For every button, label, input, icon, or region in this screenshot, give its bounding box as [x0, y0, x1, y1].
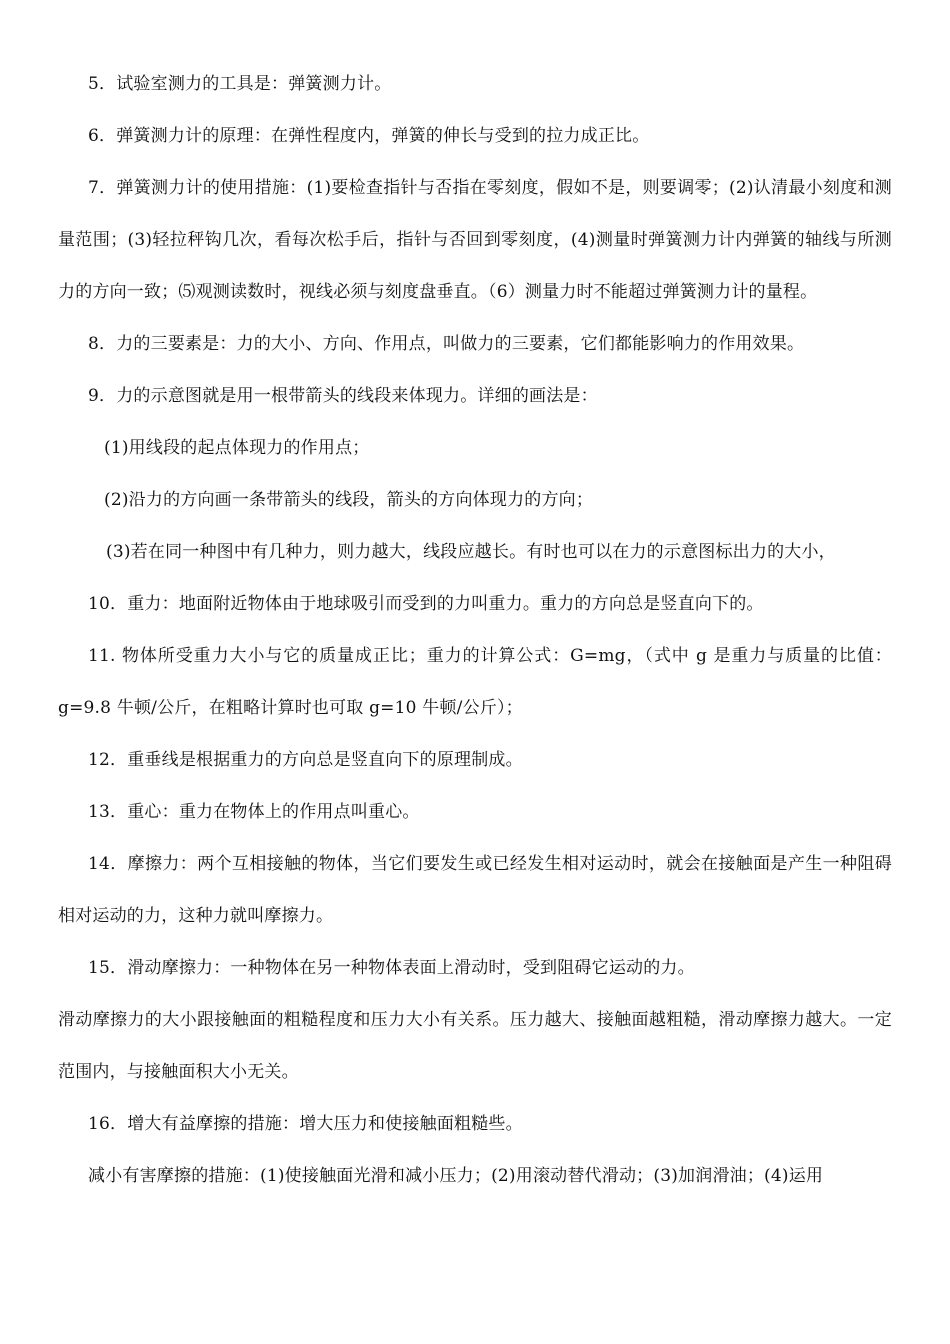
- paragraph-item-6: 6．弹簧测力计的原理：在弹性程度内，弹簧的伸长与受到的拉力成正比。: [88, 126, 650, 146]
- paragraph-reduce-friction: 减小有害摩擦的措施：(1)使接触面光滑和减小压力；(2)用滚动替代滑动；(3)加润滑油；(4)运用: [88, 1166, 824, 1186]
- paragraph-subitem-3: (3)若在同一种图中有几种力，则力越大，线段应越长。有时也可以在力的示意图标出力的大小，: [106, 542, 836, 562]
- paragraph-item-5: 5．试验室测力的工具是：弹簧测力计。: [88, 74, 392, 94]
- paragraph-item-8: 8．力的三要素是：力的大小、方向、作用点，叫做力的三要素，它们都能影响力的作用效果。: [88, 334, 805, 354]
- paragraph-item-11: 11. 物体所受重力大小与它的质量成正比；重力的计算公式：G=mg，（式中 g 是重力与质量的比值：g=9.8 牛顿/公斤，在粗略计算时也可取 g=10 牛顿/公斤）；: [58, 646, 892, 718]
- paragraph-item-13: 13．重心：重力在物体上的作用点叫重心。: [88, 802, 420, 822]
- paragraph-item-16: 16．增大有益摩擦的措施：增大压力和使接触面粗糙些。: [88, 1114, 523, 1134]
- paragraph-item-15: 15．滑动摩擦力：一种物体在另一种物体表面上滑动时，受到阻碍它运动的力。: [88, 958, 695, 978]
- paragraph-subitem-2: (2)沿力的方向画一条带箭头的线段，箭头的方向体现力的方向；: [104, 490, 594, 510]
- paragraph-item-14: 14．摩擦力：两个互相接触的物体，当它们要发生或已经发生相对运动时，就会在接触面是产生一种阻碍相对运动的力，这种力就叫摩擦力。: [58, 854, 892, 926]
- paragraph-item-12: 12．重垂线是根据重力的方向总是竖直向下的原理制成。: [88, 750, 523, 770]
- paragraph-item-9: 9．力的示意图就是用一根带箭头的线段来体现力。详细的画法是：: [88, 386, 598, 406]
- paragraph-item-7: 7．弹簧测力计的使用措施：(1)要检查指针与否指在零刻度，假如不是，则要调零；(2)认清最小刻度和测量范围；(3)轻拉秤钩几次，看每次松手后，指针与否回到零刻度，(4)测量时弹簧测力计内弹簧的轴线与所测力的方向一致；⑸观测读数时，视线必须与刻度盘垂直。（6）测量力时不能超过弹簧测力计的量程。: [58, 178, 892, 302]
- document-page: [58, 58, 892, 1202]
- paragraph-item-10: 10．重力：地面附近物体由于地球吸引而受到的力叫重力。重力的方向总是竖直向下的。: [88, 594, 764, 614]
- paragraph-sliding-friction-note: 滑动摩擦力的大小跟接触面的粗糙程度和压力大小有关系。压力越大、接触面越粗糙，滑动摩擦力越大。一定范围内，与接触面积大小无关。: [58, 1010, 892, 1082]
- paragraph-subitem-1: (1)用线段的起点体现力的作用点；: [104, 438, 370, 458]
